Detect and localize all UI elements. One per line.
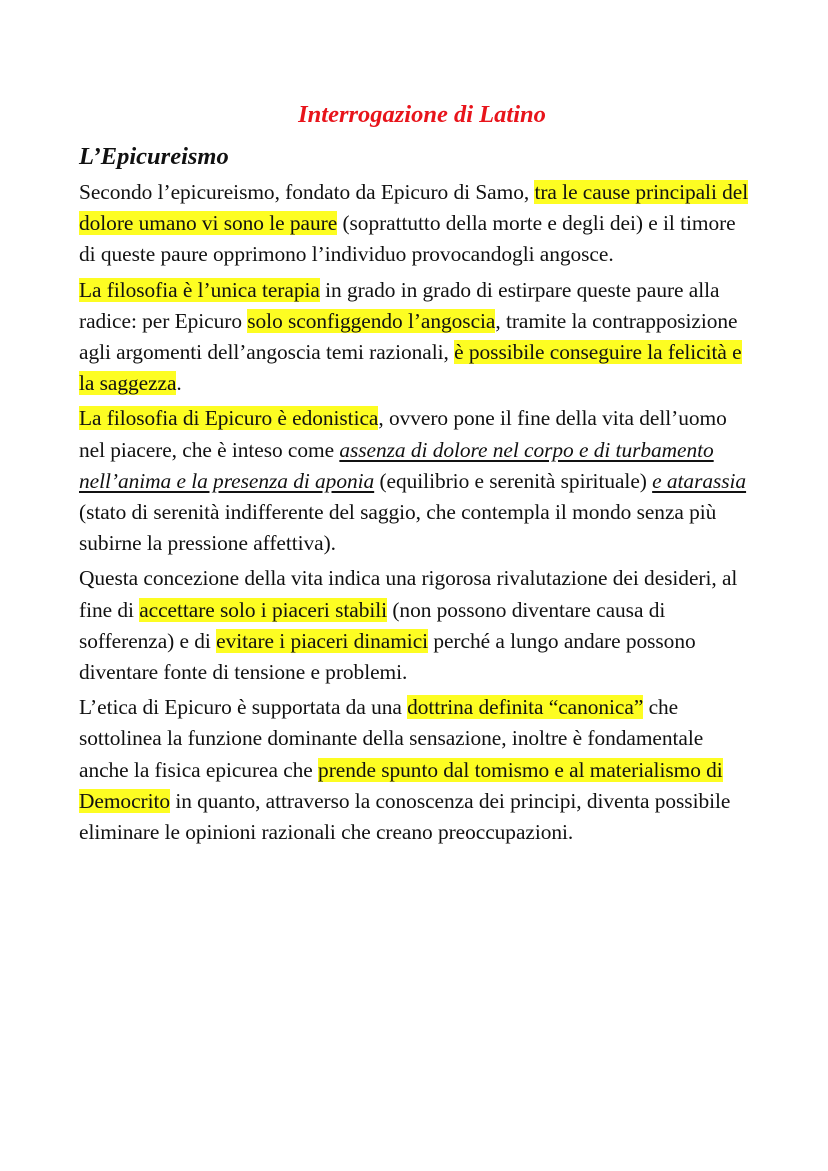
text-run: perché a lungo andare possono diventare fonte di tensione e problemi.: [79, 628, 696, 685]
document-title: Interrogazione di Latino: [298, 101, 546, 128]
text-run: in grado in grado di estirpare queste paure alla radice: per Epicuro: [79, 277, 720, 333]
text-run: L’etica di Epicuro è supportata da una: [79, 695, 408, 720]
highlighted-text: solo sconfiggendo l’angoscia: [247, 308, 496, 333]
highlighted-text: accettare solo i piaceri stabili: [139, 597, 388, 622]
paragraph-2: [79, 275, 751, 400]
highlighted-text: prende spunto dal tomismo e al materialismo di Democrito: [79, 757, 723, 813]
text-run: , ovvero pone il fine della vita dell’uomo nel piacere, che è inteso come: [79, 406, 727, 462]
highlighted-text: tra le cause principali del dolore umano vi sono le paure: [79, 180, 749, 236]
text-run: .: [176, 371, 182, 396]
document-page: [79, 98, 751, 852]
text-run: (non possono diventare causa di sofferenza) e di: [79, 597, 666, 653]
highlighted-text: evitare i piaceri dinamici: [216, 628, 429, 653]
text-run: (equilibrio e serenità spirituale): [374, 468, 653, 493]
paragraph-1: [79, 177, 751, 271]
text-run: (stato di serenità indifferente del saggio, che contempla il mondo senza più subirne la pressione affettiva).: [79, 500, 717, 556]
text-run: Secondo l’epicureismo, fondato da Epicuro di Samo,: [79, 180, 535, 204]
text-run: , tramite la contrapposizione agli argomenti dell’angoscia temi razionali,: [79, 308, 738, 365]
text-run: che sottolinea la funzione dominante della sensazione, inoltre è fondamentale anche la fisica epicurea che: [79, 695, 704, 782]
section-heading: L’Epicureismo: [79, 143, 229, 170]
highlighted-text: è possibile conseguire la felicità e la saggezza: [79, 340, 742, 396]
paragraph-3: [79, 403, 751, 559]
underlined-italic-text: e atarassia: [652, 468, 747, 493]
highlighted-text: La filosofia di Epicuro è edonistica: [79, 406, 379, 431]
paragraph-4: [79, 563, 751, 688]
paragraph-5: [79, 692, 751, 848]
underlined-italic-text: assenza di dolore nel corpo e di turbamento nell’anima e la presenza di aponia: [79, 437, 714, 493]
highlighted-text: La filosofia è l’unica terapia: [79, 277, 320, 302]
text-run: Questa concezione della vita indica una rigorosa rivalutazione dei desideri, al fine di: [79, 566, 738, 622]
text-run: (soprattutto della morte e degli dei) e il timore di queste paure opprimono l’individuo provocandogli angosce.: [79, 211, 736, 267]
text-run: in quanto, attraverso la conoscenza dei principi, diventa possibile eliminare le opinioni razionali che creano preoccupazioni.: [79, 788, 731, 845]
highlighted-text: dottrina definita “canonica”: [407, 695, 644, 720]
